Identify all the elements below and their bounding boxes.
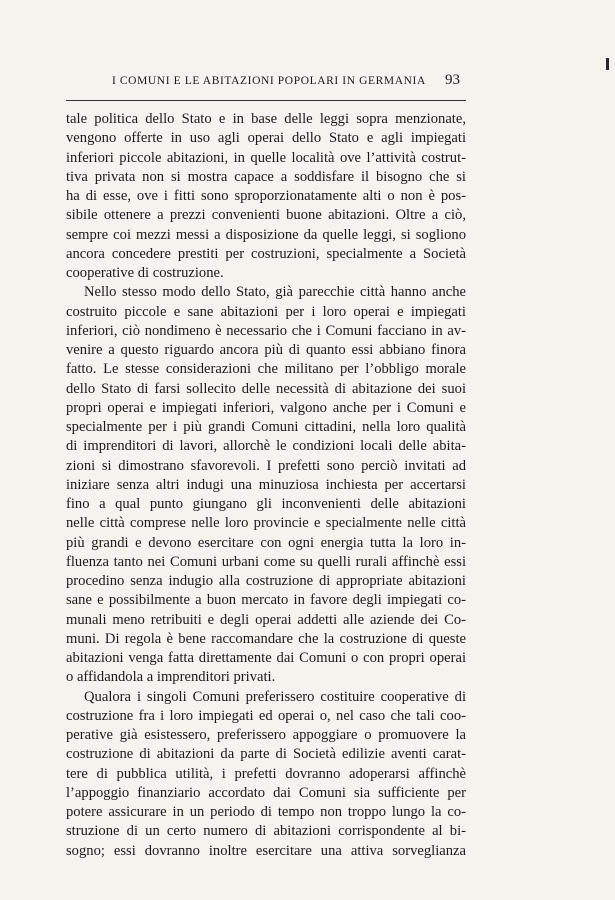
text-line: propri operai e impiegati inferiori, valgono anche per i Comuni e (66, 399, 466, 416)
text-line: costruzione di abitazioni da parte di Società edilizie aventi carat- (66, 746, 466, 763)
paragraph-first-line: Nello stesso modo dello Stato, già parecchie città hanno anche (84, 284, 466, 301)
text-line: fatto. Le stesse considerazioni che militano per l’obbligo morale (66, 361, 466, 378)
text-line: zioni si dimostrano sfavorevoli. I prefetti sono perciò invitati ad (66, 457, 466, 474)
text-line: costruzione fra i loro impiegati ed operai o, nel caso che tali coo- (66, 707, 466, 724)
text-line: nelle città comprese nelle loro provincie e specialmente nelle città (66, 515, 466, 532)
text-line: abitazioni venga fatta direttamente dai Comuni o con propri operai (66, 650, 466, 666)
text-line: iniziare senza altri indugi una minuziosa inchiesta per accertarsi (66, 476, 466, 493)
running-title: I COMUNI E LE ABITAZIONI POPOLARI IN GERMANIA (112, 75, 426, 87)
text-line: venire a questo riguardo ancora più di quanto essi abbiano finora (66, 342, 466, 358)
text-line: struzione di un certo numero di abitazioni corrispondente al bi- (66, 823, 466, 840)
header-rule (66, 100, 466, 101)
text-line: sibile ottenere a prezzi convenienti buone abitazioni. Oltre a ciò, (66, 207, 466, 224)
text-line: tiva privata non si mostra capace a soddisfare il bisogno che si (66, 168, 466, 185)
text-line: sane e possibilmente a buon mercato in favore degli impiegati co- (66, 592, 466, 609)
text-line: tale politica dello Stato e in base delle leggi sopra menzionate, (66, 111, 466, 127)
text-line: costruito piccole e sane abitazioni per i loro operai e impiegati (66, 303, 466, 320)
text-line: inferiori piccole abitazioni, in quelle località ove l’attività costrut- (66, 149, 466, 166)
text-line: ha di esse, ove i fitti sono sproporzionatamente alti o non è pos- (66, 188, 466, 204)
text-line: ancora concedere prestiti per costruzioni, specialmente a Società (66, 245, 466, 262)
text-line: inferiori, ciò nondimeno è necessario che i Comuni facciano in av- (66, 322, 466, 339)
text-line: cooperative di costruzione. (66, 265, 224, 281)
text-line: l’appoggio finanziario accordato dai Comuni sia sufficiente per (66, 784, 466, 801)
text-line: vengono offerte in uso agli operai dello Stato e agli impiegati (66, 130, 466, 147)
text-line: procedino senza indugio alla costruzione di appropriate abitazioni (66, 573, 466, 589)
text-line: perative già esistessero, preferissero appoggiare o promuovere la (66, 727, 466, 743)
body-text (66, 110, 466, 861)
page-number: 93 (445, 72, 460, 88)
paragraph-first-line: Qualora i singoli Comuni preferissero costituire cooperative di (84, 688, 466, 705)
text-line: potere assicurare in un periodo di tempo non troppo lungo la co- (66, 804, 466, 820)
text-line: fluenza tanto nei Comuni urbani come su quelli rurali affinchè essi (66, 553, 466, 570)
text-line: muni. Di regola è bene raccomandare che la costruzione di queste (66, 630, 466, 647)
text-line: di imprenditori di lavori, allorchè le condizioni locali delle abita- (66, 438, 466, 455)
page-edge-mark (606, 58, 609, 70)
text-line: dello Stato di farsi sollecito delle necessità di abitazione dei suoi (66, 380, 466, 397)
text-line: munali meno retribuiti e degli operai addetti alle aziende dei Co- (66, 611, 466, 628)
running-head (66, 72, 466, 94)
text-line: sempre coi mezzi messi a disposizione da quelle leggi, si sogliono (66, 226, 466, 243)
text-line: sogno; essi dovranno inoltre esercitare una attiva sorveglianza (66, 842, 466, 859)
text-line: o affidandola a imprenditori privati. (66, 669, 276, 686)
text-line: più grandi e devono esercitare con ogni energia tutta la loro in- (66, 534, 466, 551)
text-line: tere di pubblica utilità, i prefetti dovranno adoperarsi affinchè (66, 765, 466, 782)
text-line: fino a qual punto giungano gli inconvenienti delle abitazioni (66, 496, 466, 512)
text-line: specialmente per i più grandi Comuni cittadini, nella loro qualità (66, 419, 466, 435)
